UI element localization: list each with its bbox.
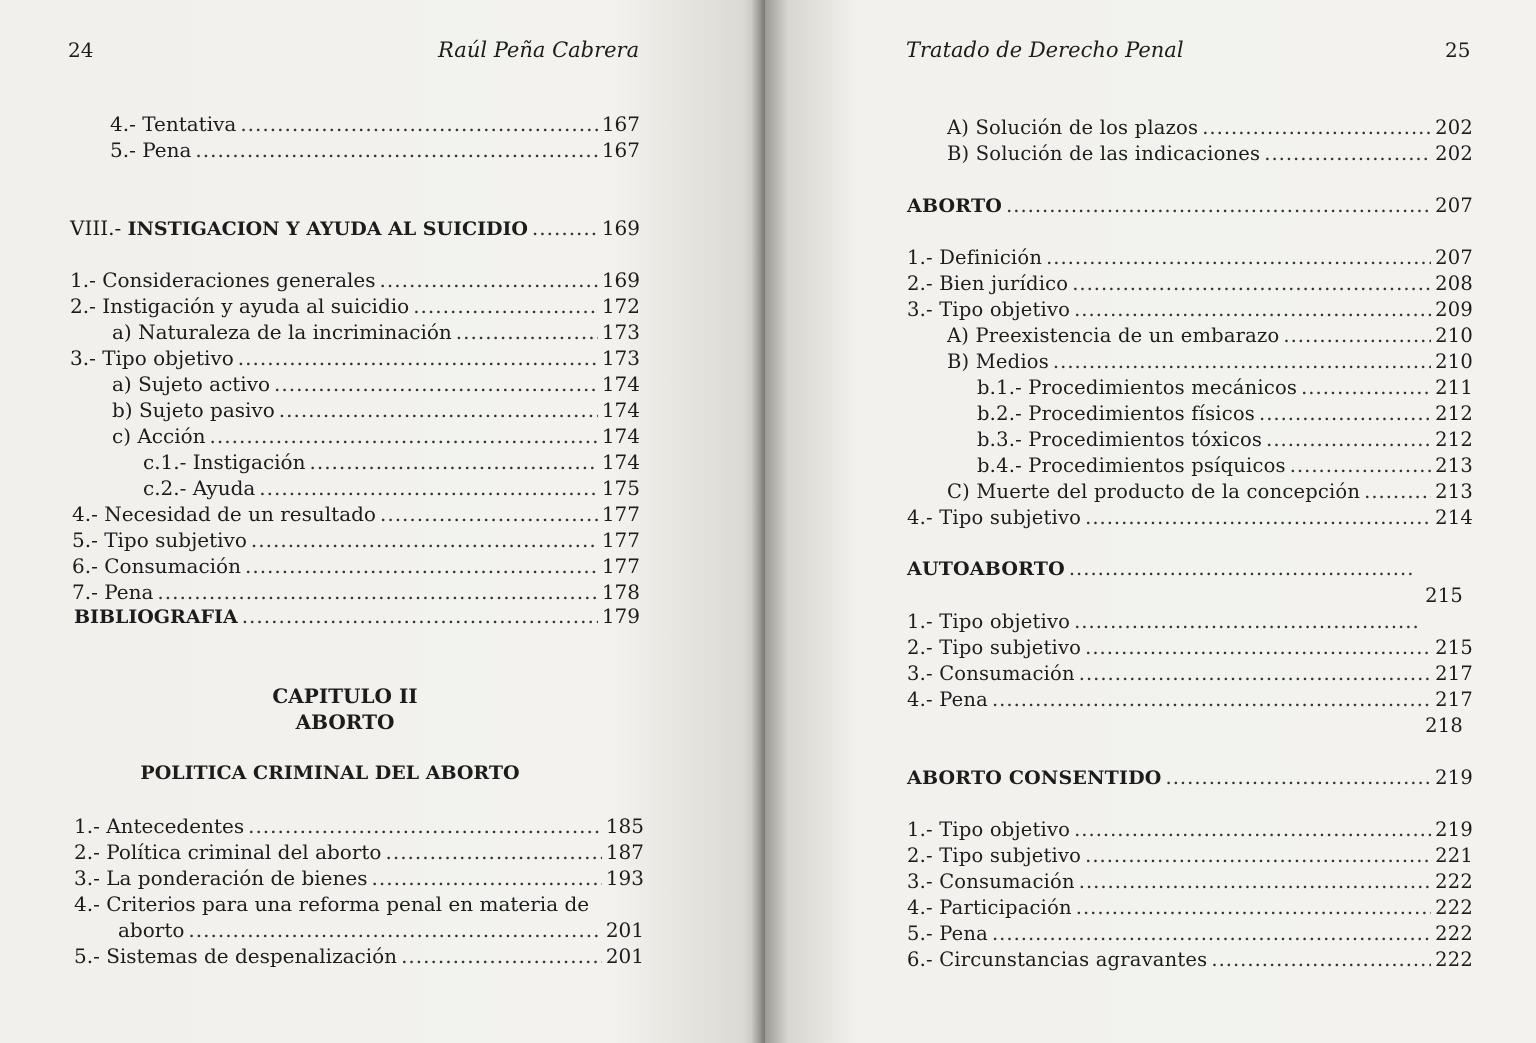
toc-entry: 5.- Pena ..... 167 [110,138,640,162]
toc-entry: 6.- Circunstancias agravantes ..... 222 [907,948,1473,972]
section-heading: ABORTO ..... 207 [907,194,1473,218]
toc-entry: 2.- Tipo subjetivo ..... 215 [907,636,1473,660]
toc-entry: a) Sujeto activo ..... 174 [112,372,640,396]
toc-entry: 3.- La ponderación de bienes ..... 193 [74,866,644,890]
toc-entry: 1.- Antecedentes ..... 185 [74,814,644,838]
toc-entry: B) Solución de las indicaciones ..... 202 [947,142,1473,166]
toc-entry: C) Muerte del producto de la concepción ..... 213 [947,480,1473,504]
toc-entry: A) Solución de los plazos ..... 202 [947,116,1473,140]
toc-entry: c.2.- Ayuda ..... 175 [143,476,640,500]
toc-entry: aborto ..... 201 [118,918,644,942]
toc-entry: 2.- Política criminal del aborto ..... 187 [74,840,644,864]
toc-entry: 5.- Tipo subjetivo ..... 177 [72,528,640,552]
toc-entry: 1.- Consideraciones generales ..... 169 [70,268,640,292]
running-head: Tratado de Derecho Penal [906,38,1184,62]
toc-entry: 1.- Tipo objetivo ..... 219 [907,818,1473,842]
toc-entry: B) Medios ..... 210 [947,350,1473,374]
toc-entry: a) Naturaleza de la incriminación ..... 173 [112,320,640,344]
toc-entry: 4.- Necesidad de un resultado ..... 177 [72,502,640,526]
toc-page: 215 [1425,584,1463,607]
toc-entry: b.4.- Procedimientos psíquicos ..... 213 [977,454,1473,478]
running-head: Raúl Peña Cabrera [438,38,640,62]
toc-entry: 4.- Participación ..... 222 [907,896,1473,920]
toc-entry: 5.- Pena ..... 222 [907,922,1473,946]
section-heading: VIII.- INSTIGACION Y AYUDA AL SUICIDIO ..... 169 [70,216,640,241]
toc-entry: b) Sujeto pasivo ..... 174 [112,398,640,422]
toc-entry: c.1.- Instigación ..... 174 [143,450,640,474]
toc-entry: 3.- Consumación ..... 222 [907,870,1473,894]
toc-entry: 7.- Pena ..... 178 [72,580,640,604]
left-page [0,0,765,1043]
toc-entry: 2.- Bien jurídico ..... 208 [907,272,1473,296]
toc-entry: A) Preexistencia de un embarazo ..... 210 [947,324,1473,348]
toc-entry: 6.- Consumación ..... 177 [72,554,640,578]
page-number: 25 [1445,38,1471,62]
toc-entry: c) Acción ..... 174 [112,424,640,448]
toc-entry: 4.- Criterios para una reforma penal en materia de [74,892,590,916]
page-number: 24 [68,38,94,62]
right-page [765,0,1536,1043]
toc-entry: 4.- Tipo subjetivo ..... 214 [907,506,1473,530]
toc-entry: 4.- Tentativa ..... 167 [110,112,640,136]
section-heading: ABORTO CONSENTIDO ..... 219 [907,766,1473,790]
toc-entry: 3.- Consumación ..... 217 [907,662,1473,686]
chapter-title: ABORTO [295,710,395,734]
toc-entry: b.3.- Procedimientos tóxicos ..... 212 [977,428,1473,452]
toc-entry: 5.- Sistemas de despenalización ..... 201 [74,944,644,968]
chapter-number: CAPITULO II [272,684,418,708]
section-title: POLITICA CRIMINAL DEL ABORTO [140,762,520,784]
toc-entry: 2.- Tipo subjetivo ..... 221 [907,844,1473,868]
section-heading: AUTOABORTO ..... [907,557,1417,581]
toc-entry: 3.- Tipo objetivo ..... 173 [70,346,640,370]
toc-entry: 3.- Tipo objetivo ..... 209 [907,298,1473,322]
toc-page: 218 [1425,714,1463,737]
toc-entry: 1.- Tipo objetivo ..... [907,610,1423,634]
toc-entry: 1.- Definición ..... 207 [907,246,1473,270]
toc-entry: 4.- Pena ..... 217 [907,688,1473,712]
bibliografia-entry: BIBLIOGRAFIA ..... 179 [74,604,640,629]
toc-entry: b.2.- Procedimientos físicos ..... 212 [977,402,1473,426]
toc-entry: 2.- Instigación y ayuda al suicidio ..... 172 [70,294,640,318]
toc-entry: b.1.- Procedimientos mecánicos ..... 211 [977,376,1473,400]
